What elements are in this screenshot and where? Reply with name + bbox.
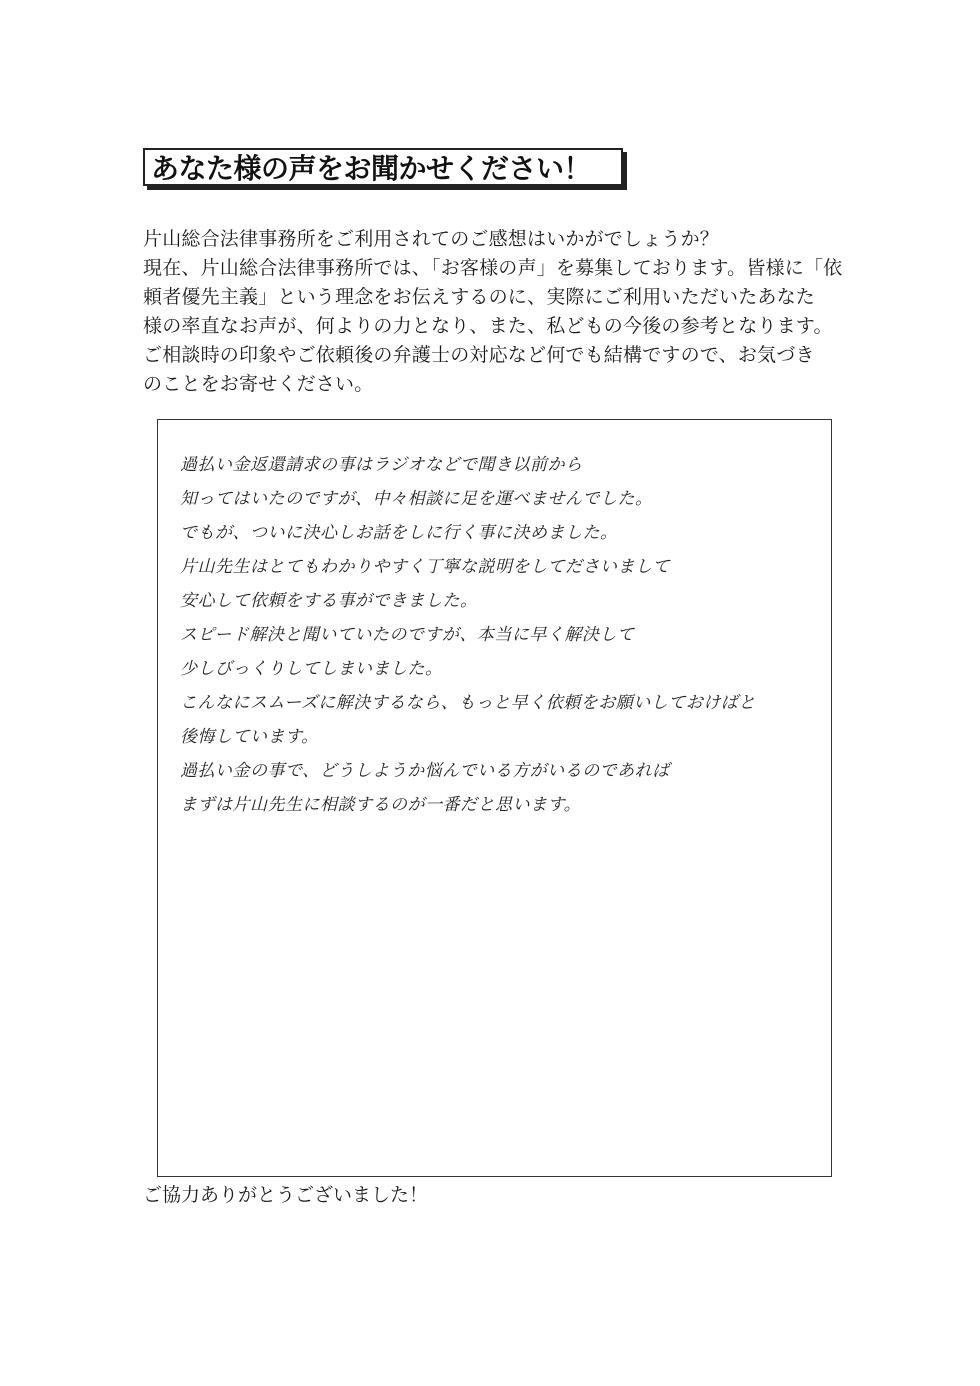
handwritten-line: 過払い金の事で、どうしようか悩んでいる方がいるのであれば bbox=[180, 761, 670, 781]
intro-line: 様の率直なお声が、何よりの力となり、また、私どもの今後の参考となります。 bbox=[143, 315, 833, 337]
handwritten-line: でもが、ついに決心しお話をしに行く事に決めました。 bbox=[180, 523, 618, 543]
intro-line: 現在、片山総合法律事務所では、「お客様の声」を募集しております。皆様に「依 bbox=[143, 257, 843, 279]
handwritten-line: 後悔しています。 bbox=[180, 727, 319, 747]
handwritten-line: 少しびっくりしてしまいました。 bbox=[180, 659, 443, 679]
page-title: あなた様の声をお聞かせください！ bbox=[151, 152, 592, 185]
intro-line: ご相談時の印象やご依頼後の弁護士の対応など何でも結構ですので、お気づき bbox=[143, 344, 815, 366]
intro-line: 頼者優先主義」という理念をお伝えするのに、実際にご利用いただいたあなた bbox=[143, 286, 816, 308]
intro-paragraph bbox=[143, 225, 863, 399]
handwritten-response bbox=[180, 448, 820, 822]
intro-line: のことをお寄せください。 bbox=[143, 373, 374, 395]
handwritten-line: 過払い金返還請求の事はラジオなどで聞き以前から bbox=[180, 455, 583, 475]
title-banner bbox=[143, 148, 623, 186]
intro-line: 片山総合法律事務所をご利用されてのご感想はいかがでしょうか？ bbox=[143, 228, 720, 250]
handwritten-line: こんなにスムーズに解決するなら、もっと早く依頼をお願いしておけばと bbox=[180, 693, 756, 713]
closing-message: ご協力ありがとうございました！ bbox=[143, 1184, 429, 1206]
handwritten-line: 片山先生はとてもわかりやすく丁寧な説明をしてださいまして bbox=[180, 557, 670, 577]
handwritten-line: 知ってはいたのですが、中々相談に足を運べませんでした。 bbox=[180, 489, 653, 509]
handwritten-line: 安心して依頼をする事ができました。 bbox=[180, 591, 478, 611]
handwritten-response-box bbox=[157, 419, 832, 1177]
handwritten-line: まずは片山先生に相談するのが一番だと思います。 bbox=[180, 795, 582, 815]
handwritten-line: スピード解決と聞いていたのですが、本当に早く解決して bbox=[180, 625, 635, 645]
